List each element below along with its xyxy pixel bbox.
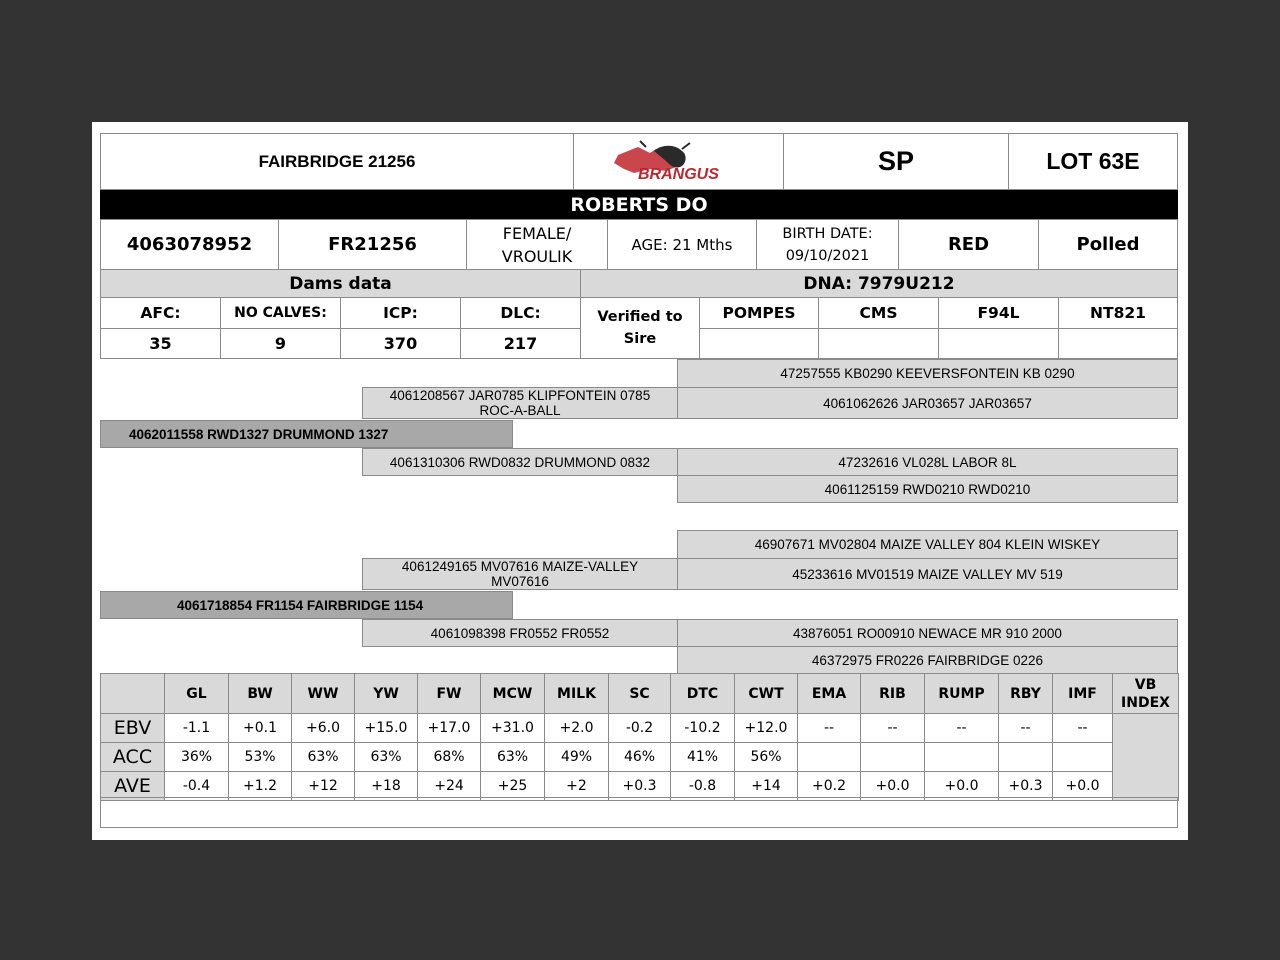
- ebv-cell-acc-milk: 49%: [544, 742, 609, 772]
- ebv-header-ema: EMA: [797, 673, 861, 714]
- ebv-cell-ave-ema: +0.2: [797, 771, 861, 801]
- dna-title: DNA: 7979U212: [580, 269, 1178, 298]
- ebv-cell-ave-ww: +12: [291, 771, 355, 801]
- pedigree-sire: 4062011558 RWD1327 DRUMMOND 1327: [100, 420, 513, 448]
- vb-index-value: [1112, 713, 1179, 801]
- vb-index-line-1: VB: [1134, 676, 1157, 693]
- ebv-table: [92, 122, 1188, 840]
- owner-bar: ROBERTS DO: [100, 190, 1178, 220]
- dams-value-icp: 370: [340, 328, 461, 359]
- ebv-cell-acc-rby: [998, 742, 1053, 772]
- ebv-cell-ebv-rump: --: [924, 713, 999, 743]
- ebv-header-milk: MILK: [544, 673, 609, 714]
- ebv-cell-acc-rump: [924, 742, 999, 772]
- ebv-cell-ave-mcw: +25: [480, 771, 545, 801]
- verified-line-1: Verified to: [597, 309, 683, 325]
- pedigree-dam: 4061718854 FR1154 FAIRBRIDGE 1154: [100, 591, 513, 619]
- ebv-header-cwt: CWT: [734, 673, 798, 714]
- sex-line-1: FEMALE/: [502, 223, 572, 243]
- dams-value-calves: 9: [220, 328, 341, 359]
- dna-header-f94l: F94L: [938, 297, 1059, 329]
- dams-header-icp: ICP:: [340, 297, 461, 329]
- ebv-header-ww: WW: [291, 673, 355, 714]
- ebv-cell-ebv-rby: --: [998, 713, 1053, 743]
- ebv-cell-ave-imf: +0.0: [1052, 771, 1113, 801]
- ebv-cell-ave-rby: +0.3: [998, 771, 1053, 801]
- ebv-cell-acc-ww: 63%: [291, 742, 355, 772]
- animal-name: FAIRBRIDGE 21256: [100, 133, 574, 190]
- ebv-cell-acc-cwt: 56%: [734, 742, 798, 772]
- animal-colour: RED: [898, 219, 1039, 270]
- pedigree-dd-sire: 43876051 RO00910 NEWACE MR 910 2000: [677, 619, 1178, 647]
- ebv-header-yw: YW: [354, 673, 418, 714]
- sex-line-2: VROULIK: [501, 246, 573, 266]
- ebv-cell-ave-rump: +0.0: [924, 771, 999, 801]
- ebv-header-rib: RIB: [860, 673, 925, 714]
- pedigree-sd-dam: 4061125159 RWD0210 RWD0210: [677, 475, 1178, 503]
- ebv-header-gl: GL: [164, 673, 229, 714]
- pedigree-ds-dam: 45233616 MV01519 MAIZE VALLEY MV 519: [677, 558, 1178, 590]
- dams-header-calves: NO CALVES:: [220, 297, 341, 329]
- ebv-cell-ebv-cwt: +12.0: [734, 713, 798, 743]
- ebv-cell-ebv-milk: +2.0: [544, 713, 609, 743]
- ebv-header-dtc: DTC: [670, 673, 735, 714]
- pedigree-ds-sire: 46907671 MV02804 MAIZE VALLEY 804 KLEIN WISKEY: [677, 530, 1178, 559]
- ebv-cell-ebv-ww: +6.0: [291, 713, 355, 743]
- ebv-cell-ebv-sc: -0.2: [608, 713, 671, 743]
- dams-value-dlc: 217: [460, 328, 581, 359]
- pedigree-sd-sire: 47232616 VL028L LABOR 8L: [677, 448, 1178, 476]
- pedigree-ss-sire: 47257555 KB0290 KEEVERSFONTEIN KB 0290: [677, 359, 1178, 388]
- ebv-header-rump: RUMP: [924, 673, 999, 714]
- dam-sire-line-1: 4061249165 MV07616 MAIZE-VALLEY: [401, 559, 639, 574]
- ebv-cell-acc-imf: [1052, 742, 1113, 772]
- ebv-cell-acc-yw: 63%: [354, 742, 418, 772]
- ebv-cell-ave-bw: +1.2: [228, 771, 292, 801]
- verified-line-2: Sire: [623, 331, 657, 347]
- ebv-header-imf: IMF: [1052, 673, 1113, 714]
- birth-date-value: 09/10/2021: [785, 247, 870, 264]
- dna-header-nt821: NT821: [1058, 297, 1178, 329]
- animal-tag: FR21256: [278, 219, 467, 270]
- ebv-cell-acc-ema: [797, 742, 861, 772]
- ebv-cell-ave-dtc: -0.8: [670, 771, 735, 801]
- ebv-cell-ebv-gl: -1.1: [164, 713, 229, 743]
- ebv-cell-ave-sc: +0.3: [608, 771, 671, 801]
- svg-text:BRANGUS: BRANGUS: [637, 165, 719, 183]
- sale-code: SP: [783, 133, 1009, 190]
- ebv-cell-acc-dtc: 41%: [670, 742, 735, 772]
- ebv-row-label-acc: ACC: [100, 742, 165, 772]
- ebv-header-mcw: MCW: [480, 673, 545, 714]
- dam-sire-line-2: MV07616: [491, 574, 549, 589]
- ebv-corner-cell: [100, 673, 165, 714]
- ebv-cell-ebv-ema: --: [797, 713, 861, 743]
- ebv-cell-acc-gl: 36%: [164, 742, 229, 772]
- ebv-cell-ebv-rib: --: [860, 713, 925, 743]
- dams-header-dlc: DLC:: [460, 297, 581, 329]
- sale-card: [92, 122, 1188, 840]
- ebv-row-label-ave: AVE: [100, 771, 165, 801]
- ebv-cell-ave-milk: +2: [544, 771, 609, 801]
- sire-sire-line-2: ROC-A-BALL: [479, 403, 561, 418]
- ebv-cell-ave-yw: +18: [354, 771, 418, 801]
- ebv-cell-ebv-yw: +15.0: [354, 713, 418, 743]
- pedigree-ss-dam: 4061062626 JAR03657 JAR03657: [677, 387, 1178, 419]
- ebv-header-bw: BW: [228, 673, 292, 714]
- ebv-cell-ebv-dtc: -10.2: [670, 713, 735, 743]
- ebv-cell-ave-rib: +0.0: [860, 771, 925, 801]
- dams-data-title: Dams data: [100, 269, 581, 298]
- ebv-cell-acc-sc: 46%: [608, 742, 671, 772]
- ebv-header-sc: SC: [608, 673, 671, 714]
- ebv-header-fw: FW: [417, 673, 481, 714]
- footer-row: [100, 797, 1178, 828]
- ebv-cell-ave-fw: +24: [417, 771, 481, 801]
- ebv-cell-ebv-mcw: +31.0: [480, 713, 545, 743]
- ebv-cell-ave-gl: -0.4: [164, 771, 229, 801]
- ebv-cell-acc-fw: 68%: [417, 742, 481, 772]
- pedigree-dd-dam: 46372975 FR0226 FAIRBRIDGE 0226: [677, 646, 1178, 674]
- sire-sire-line-1: 4061208567 JAR0785 KLIPFONTEIN 0785: [389, 388, 651, 403]
- animal-horn: Polled: [1038, 219, 1178, 270]
- ebv-cell-ebv-bw: +0.1: [228, 713, 292, 743]
- dna-header-pompes: POMPES: [699, 297, 819, 329]
- vb-index-header: [1112, 673, 1179, 714]
- ebv-row-label-ebv: EBV: [100, 713, 165, 743]
- ebv-cell-acc-bw: 53%: [228, 742, 292, 772]
- ebv-header-rby: RBY: [998, 673, 1053, 714]
- ebv-cell-ebv-fw: +17.0: [417, 713, 481, 743]
- dna-header-cms: CMS: [818, 297, 939, 329]
- ebv-cell-ebv-imf: --: [1052, 713, 1113, 743]
- animal-id: 4063078952: [100, 219, 279, 270]
- ebv-cell-acc-mcw: 63%: [480, 742, 545, 772]
- lot-number: LOT 63E: [1008, 133, 1178, 190]
- vb-index-line-2: INDEX: [1121, 694, 1170, 711]
- ebv-cell-acc-rib: [860, 742, 925, 772]
- dams-value-afc: 35: [100, 328, 221, 359]
- birth-date-label: BIRTH DATE:: [782, 225, 873, 242]
- dams-header-afc: AFC:: [100, 297, 221, 329]
- pedigree-sire-dam: 4061310306 RWD0832 DRUMMOND 0832: [362, 448, 678, 476]
- pedigree-dam-dam: 4061098398 FR0552 FR0552: [362, 619, 678, 647]
- animal-age: AGE: 21 Mths: [607, 219, 757, 270]
- ebv-cell-ave-cwt: +14: [734, 771, 798, 801]
